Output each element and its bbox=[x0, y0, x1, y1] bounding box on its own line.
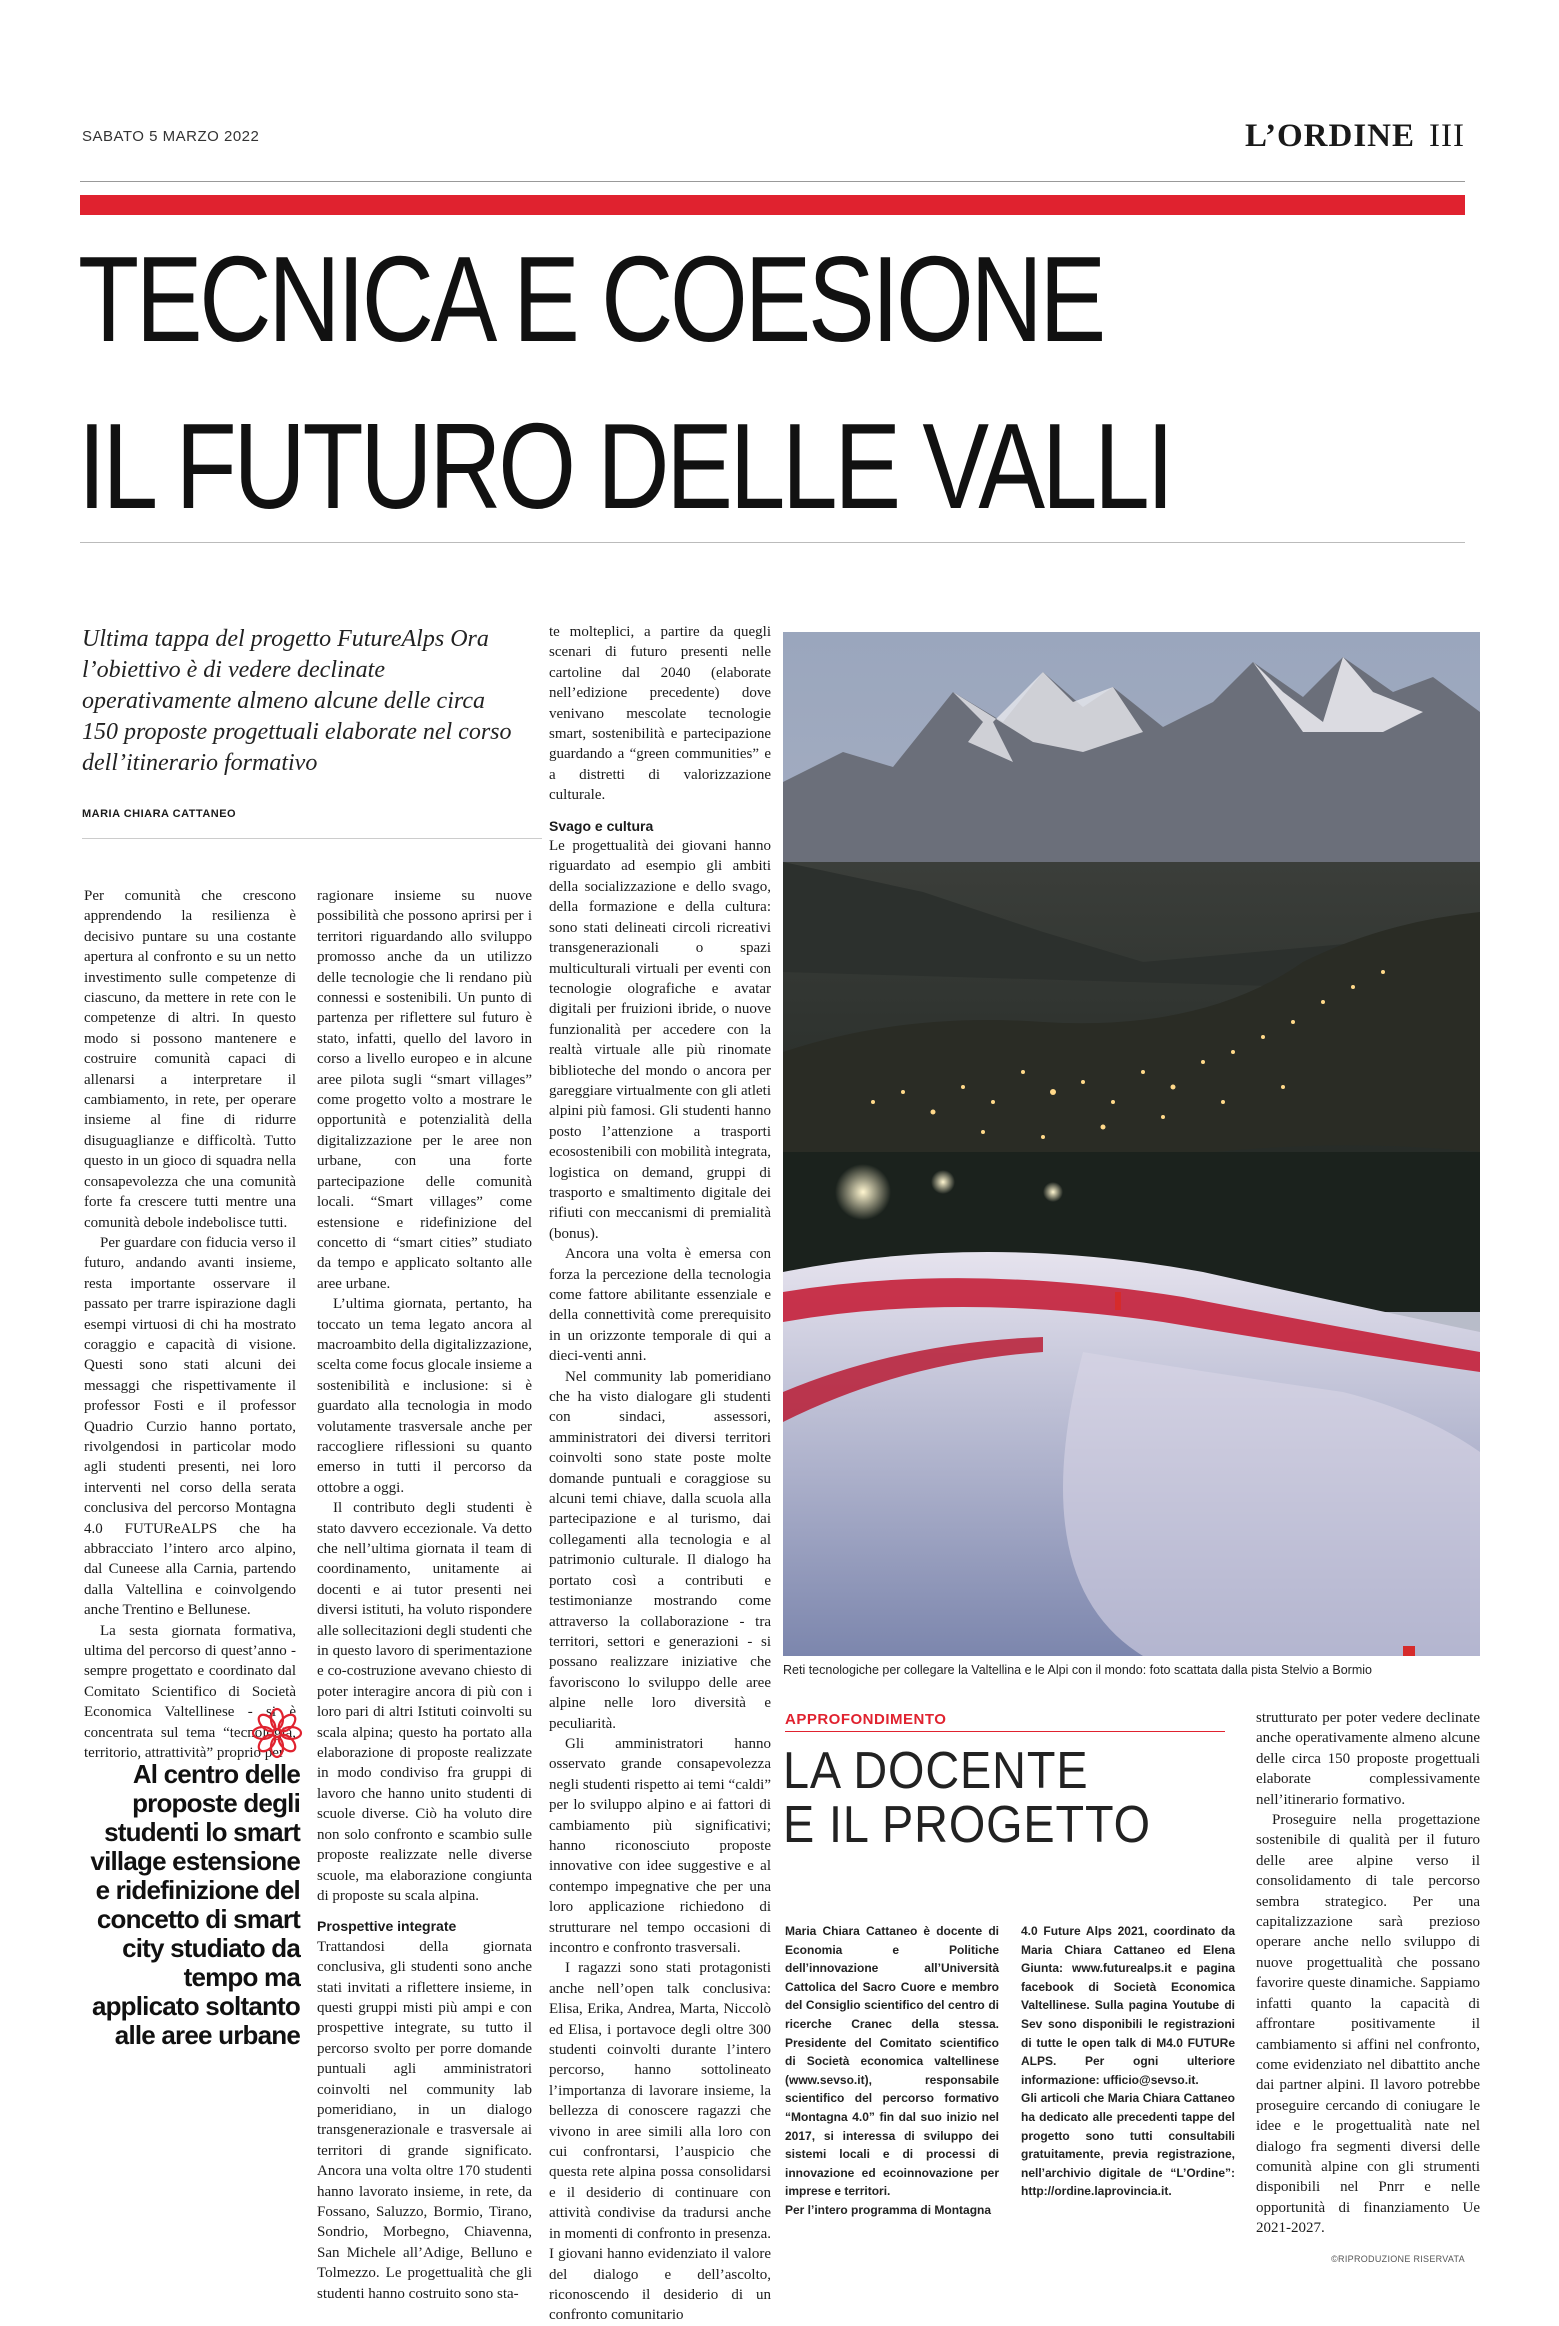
article-column-1 bbox=[84, 886, 296, 1763]
paragraph: Gli articoli che Maria Chiara Cattaneo ha dedicato alle precedenti tappe del progetto sono tutti consultabili gratuitamente, previa registrazione, nell’archivio digitale de “L’Ordine”: http://ordine.laprovincia.it. bbox=[1021, 2091, 1235, 2199]
paragraph: Trattandosi della giornata conclusiva, gli studenti sono anche stati invitati a riflettere insieme, in questi gruppi misti più ampi e con prospettive integrate, su tutto il percorso svolto per porre domande puntuali agli amministratori coinvolti nel community lab pomeridiano, in un dialogo transgenerazionale e trasversale ai territori di grande significato. Ancora una volta oltre 170 studenti hanno lavorato insieme, in rete, da Fossano, Saluzzo, Bormio, Tirano, Sondrio, Morbegno, Chiavenna, San Michele all’Adige, Belluno e Tolmezzo. Le progettualità che gli studenti hanno costruito sono sta- bbox=[317, 1938, 532, 2302]
byline-rule bbox=[82, 838, 542, 839]
headline-line-2: IL FUTURO DELLE VALLI bbox=[78, 398, 1172, 534]
header-rule bbox=[80, 181, 1465, 182]
headline-line-1: TECNICA E COESIONE bbox=[78, 231, 1103, 367]
sidebar-box-column-2 bbox=[1021, 1922, 1235, 2201]
copyright-notice: ©RIPRODUZIONE RISERVATA bbox=[1331, 2254, 1465, 2264]
headline-rule bbox=[80, 542, 1465, 543]
paragraph: Maria Chiara Cattaneo è docente di Economia e Politiche dell’innovazione all’Università Cattolica del Sacro Cuore e membro del Consiglio scientifico del centro di ricerche Cranec della stessa. Presidente del Comitato scientifico di Società economica valtellinese (www.sevso.it), responsabile scientifico del percorso formativo “Montagna 4.0” fin dal suo inizio nel 2017, si interessa di sviluppo dei sistemi locali e di processi di innovazione ed ecoinnovazione per imprese e territori. bbox=[785, 1924, 999, 2199]
page-number: III bbox=[1429, 118, 1465, 154]
article-column-3 bbox=[549, 622, 771, 2326]
sidebar-title bbox=[783, 1744, 1151, 1852]
byline: MARIA CHIARA CATTANEO bbox=[82, 808, 237, 820]
masthead-title: L’ORDINE bbox=[1245, 118, 1416, 154]
sidebar-title-line-2: E IL PROGETTO bbox=[783, 1796, 1151, 1854]
paragraph: Per l’intero programma di Montagna bbox=[785, 2202, 992, 2217]
paragraph: I ragazzi sono stati protagonisti anche nell’open talk conclusiva: Elisa, Erika, Andrea, Marta, Niccolò ed Elisa, i portavoce degli oltre 300 studenti coinvolti durante l’intero percorso, hanno sottolineato l’importanza di lavorare insieme, la bellezza di conoscere ragazzi che vivono in aree simili alla loro con cui confrontarsi, l’auspicio che questa rete alpina possa consolidarsi e il desiderio di continuare con attività condivise da tradursi anche in momenti di confronto in presenza. I giovani hanno evidenziato il valore del dialogo e dell’ascolto, riconoscendo il desiderio di un confronto comunitario bbox=[549, 1960, 771, 2324]
subheading: Svago e cultura bbox=[549, 817, 654, 834]
paragraph: Per comunità che crescono apprendendo la resilienza è decisivo puntare su una costante apertura al confronto e su un netto investimento sulle competenze di ciascuno, da mettere in rete con le competenze di altri. In questo modo si possono mantenere e costruire comunità capaci di allenarsi a interpretare il cambiamento, in rete, per operare insieme al fine di ridurre disuguaglianze e difficoltà. Tutto questo in un gioco di squadra nella consapevolezza che una comunità forte fa crescere tutti mentre una comunità debole indebolisce tutti. bbox=[84, 888, 296, 1231]
photo-caption: Reti tecnologiche per collegare la Valtellina e le Alpi con il mondo: foto scattata dalla pista Stelvio a Bormio bbox=[783, 1663, 1372, 1677]
paragraph: Per guardare con fiducia verso il futuro, andando avanti insieme, resta importante osservare il passato per trarre ispirazione dagli esempi virtuosi di chi ha mostrato coraggio e capacità di visione. Questi sono stati alcuni dei messaggi che rispettivamente il professor Fosti e il professor Quadrio Curzio hanno portato, rivolgendosi in particolar modo agli studenti presenti, nei loro interventi nel corso della serata conclusiva del percorso Montagna 4.0 FUTUReALPS che ha abbracciato l’intero arco alpino, dal Cuneese alla Carnia, partendo dalla Valtellina e coinvolgendo anche Trentino e Bellunese. bbox=[84, 1234, 296, 1619]
article-deck: Ultima tappa del progetto FutureAlps Ora l’obiettivo è di vedere declinate operativamente almeno alcune delle circa 150 proposte progettuali elaborate nel corso dell’itinerario formativo bbox=[82, 626, 512, 776]
paragraph: 4.0 Future Alps 2021, coordinato da Maria Chiara Cattaneo ed Elena Giunta: www.futurealps.it e pagina facebook di Società Economica Valtellinese. Sulla pagina Youtube di Sev sono disponibili le registrazioni di tutte le open talk di M4.0 FUTURe ALPS. Per ogni ulteriore informazione: ufficio@sevso.it. bbox=[1021, 1924, 1235, 2087]
article-column-2 bbox=[317, 886, 532, 2304]
red-banner-bar bbox=[80, 195, 1465, 215]
paragraph: Le progettualità dei giovani hanno riguardato ad esempio gli ambiti della socializzazione e dello svago, della formazione e della cultura: sono stati delineati circoli ricreativi transgenerazionali o spazi multiculturali virtuali per eventi con tecnologie olografiche e avatar digitali per fruizioni ibride, o nuove funzionalità per accedere con la realtà virtuale alle più rinomate biblioteche del mondo o ancora per gareggiare virtualmente con gli atleti alpini più famosi. Gli studenti hanno posto l’attenzione a trasporti ecosostenibili con mobilità integrata, logistica on demand, gruppi di trasporto e smaltimento digitale dei rifiuti con meccanismi di premialità (bonus). bbox=[549, 838, 771, 1242]
flower-ornament-icon bbox=[250, 1706, 304, 1760]
pull-quote: Al centro delle proposte degli studenti lo smart village estensione e ridefinizione del concetto di smart city studiato da tempo ma applicato soltanto alle aree urbane bbox=[90, 1759, 300, 2050]
sidebar-kicker: APPROFONDIMENTO bbox=[785, 1711, 947, 1728]
paragraph: Nel community lab pomeridiano che ha visto dialogare gli studenti con sindaci, assessori, amministratori dei diversi territori coinvolti sono state poste molte domande puntuali e coraggiose su alcuni temi chiave, dalla scuola alla partecipazione e al turismo, dai collegamenti alla tecnologia e al patrimonio culturale. Il dialogo ha portato così a contributi e testimonianze mostrando come attraverso la collaborazione - tra territori, settori e generazioni - si possano realizzare iniziative che favoriscono lo sviluppo delle aree alpine nelle loro diversità e peculiarità. bbox=[549, 1368, 771, 1732]
paragraph: L’ultima giornata, pertanto, ha toccato un tema legato ancora al macroambito della digitalizzazione, scelta come focus glocale insieme a sostenibilità e inclusione: si è guardato alla tecnologia in modo volutamente trasversale anche per raccogliere riflessioni su quanto emerso in tutti il percorso da ottobre a oggi. bbox=[317, 1296, 532, 1496]
masthead bbox=[1245, 118, 1465, 155]
sidebar-kicker-rule bbox=[785, 1731, 1225, 1732]
paragraph: La sesta giornata formativa, ultima del percorso di quest’anno - sempre progettato e coordinato dal Comitato Scientifico di Società Economica Valtellinese - si è concentrata sul tema “tecnologia, territorio, attrattività” proprio per bbox=[84, 1622, 296, 1762]
paragraph: Il contributo degli studenti è stato davvero eccezionale. Va detto che nell’ultima giornata il team di coordinamento, unitamente ai docenti e ai tutor presenti nei diversi istituti, ha voluto rispondere alle sollecitazioni degli studenti che in questo lavoro di sperimentazione e co-costruzione avevano chiesto di poter interagire ancora di più con i loro pari di altri Istituti coinvolti su scala alpina; questo ha portato alla elaborazione di proposte realizzate in modo condiviso fra gruppi di lavoro che hanno unito studenti di scuole diverse. Ciò ha voluto dire non solo confronto e scambio sulle proposte realizzate nelle diverse scuole, ma elaborazione congiunta di proposte su scala alpina. bbox=[317, 1500, 532, 1904]
sidebar-box-column-1 bbox=[785, 1922, 999, 2220]
paragraph: Ancora una volta è emersa con forza la percezione della tecnologia come fattore abilitante essenziale e della connettività come prerequisito in un orizzonte temporale di qui a dieci-venti anni. bbox=[549, 1246, 771, 1365]
subheading: Prospettive integrate bbox=[317, 1918, 457, 1935]
paragraph: Gli amministratori hanno osservato grande consapevolezza negli studenti rispetto ai temi “caldi” per lo sviluppo alpino e ai fattori di cambiamento più significativi; hanno riconosciuto proposte innovative con idee suggestive e al contempo impegnative che per una loro applicazione richiedono di strutturare nel tempo occasioni di incontro e confronto trasversali. bbox=[549, 1735, 771, 1956]
article-column-4 bbox=[1256, 1708, 1480, 2239]
paragraph: Proseguire nella progettazione sostenibile di qualità per il futuro delle aree alpine verso il consolidamento di tale percorso sembra strategico. Per una capitalizzazione sarà prezioso operare anche nello sviluppo di nuove progettualità che possano favorire queste dinamiche. Sappiamo infatti quanto la capacità di affrontare positivamente il cambiamento si affini nel confronto, come evidenziato nel dibattito anche dai partner alpini. Il lavoro potrebbe proseguire cercando di coniugare le idee e le progettualità nate nel dialogo fra segmenti diversi delle comunità alpine con gli strumenti disponibili nel Pnrr e nelle opportunità di finanziamento Ue 2021-2027. bbox=[1256, 1812, 1480, 2237]
sidebar-title-line-1: LA DOCENTE bbox=[783, 1742, 1089, 1800]
paragraph: strutturato per poter vedere declinate anche operativamente almeno alcune delle circa 150 proposte progettuali elaborate complessivamente nell’itinerario formativo. bbox=[1256, 1710, 1480, 1808]
ski-slope-night-photo bbox=[783, 632, 1480, 1656]
page-date: SABATO 5 MARZO 2022 bbox=[82, 128, 260, 145]
paragraph: ragionare insieme su nuove possibilità che possono aprirsi per i territori riguardando allo sviluppo promosso anche da un utilizzo delle tecnologie che li rendano più connessi e sostenibili. Un punto di partenza per riflettere sul futuro è stato, infatti, quello del lavoro in corso a livello europeo e in alcune aree pilota sugli “smart villages” come progetto volto a mostrare le opportunità e potenzialità della digitalizzazione per le aree non urbane, con una forte partecipazione delle comunità locali. “Smart villages” come estensione e ridefinizione del concetto di “smart cities” studiato da tempo e applicato soltanto alle aree urbane. bbox=[317, 888, 532, 1292]
paragraph: te molteplici, a partire da quegli scenari di futuro presenti nelle cartoline dal 2040 (elaborate nell’edizione precedente) dove venivano mescolate tecnologie smart, sostenibilità e partecipazione guardando a “green communities” e a distretti di valorizzazione culturale. bbox=[549, 624, 771, 804]
